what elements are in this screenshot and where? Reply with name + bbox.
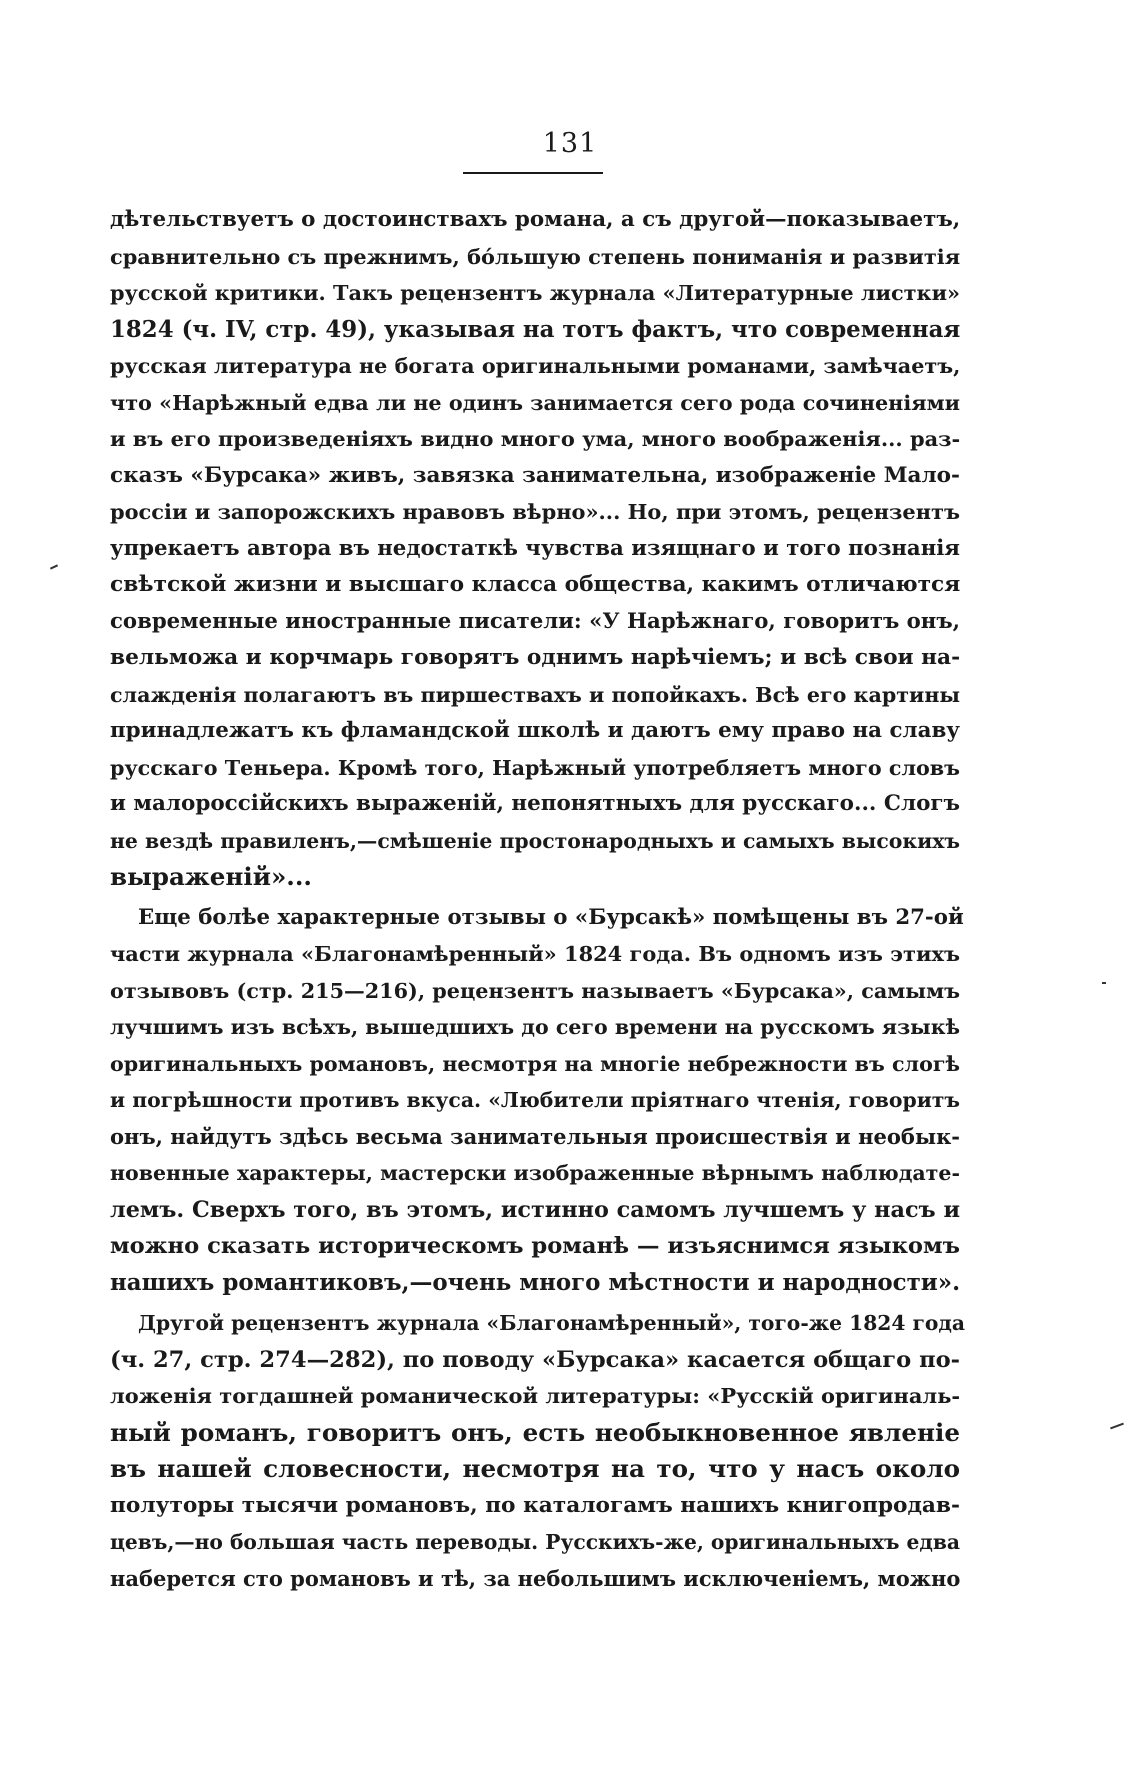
text-line: не вездѣ правиленъ,—смѣшеніе простонародныхъ и самыхъ высокихъ [110,828,960,853]
text-line: лучшимъ изъ всѣхъ, вышедшихъ до сего времени на русскомъ языкѣ [110,1015,960,1039]
text-line: лемъ. Сверхъ того, въ этомъ, истинно самомъ лучшемъ у насъ и [110,1196,960,1223]
text-line: упрекаетъ автора въ недостаткѣ чувства изящнаго и того познанія [110,535,960,561]
text-line: новенные характеры, мастерски изображенные вѣрнымъ наблюдате- [110,1161,960,1185]
margin-mark [1102,982,1106,984]
text-line: свѣтской жизни и высшаго класса общества, какимъ отличаются [110,572,961,597]
text-line: россіи и запорожскихъ нравовъ вѣрно»... Но, при этомъ, рецензентъ [110,499,960,524]
text-line: цевъ,—но большая часть переводы. Русскихъ-же, оригинальныхъ едва [110,1530,960,1554]
text-line: современные иностранные писатели: «У Нарѣжнаго, говоритъ онъ, [110,608,960,634]
text-line: части журнала «Благонамѣренный» 1824 года. Въ одномъ изъ этихъ [110,941,960,966]
text-line: сравнительно съ прежнимъ, бо́льшую степень пониманія и развитія [110,243,961,269]
text-block [110,202,966,1597]
text-line: русской критики. Такъ рецензентъ журнала «Литературные листки» [110,280,960,305]
text-line: дѣтельствуетъ о достоинствахъ романа, а съ другой—показываетъ, [110,207,961,232]
text-line: русскаго Теньера. Кромѣ того, Нарѣжный употребляетъ много словъ [110,755,960,780]
text-line: нашихъ романтиковъ,—очень много мѣстности и народности». [110,1268,961,1296]
text-line: оригинальныхъ романовъ, несмотря на многіе небрежности въ слогѣ [110,1051,960,1076]
text-line: что «Нарѣжный едва ли не одинъ занимается сего рода сочиненіями [110,390,960,415]
text-line: вельможа и корчмарь говорятъ однимъ нарѣчіемъ; и всѣ свои на- [110,645,961,670]
margin-mark [50,564,58,569]
text-line: отзывовъ (стр. 215—216), рецензентъ называетъ «Бурсака», самымъ [110,978,960,1003]
text-line: выраженій»... [110,862,312,891]
paragraph-1 [110,202,960,896]
text-line: въ нашей словесности, несмотря на то, что у насъ около [110,1454,960,1483]
text-line: русская литература не богата оригинальными романами, замѣчаетъ, [110,354,961,378]
text-line: и малороссійскихъ выраженій, непонятныхъ для русскаго... Слогъ [110,791,960,816]
text-line: (ч. 27, стр. 274—282), по поводу «Бурсака» касается общаго по- [110,1346,961,1373]
text-line: Другой рецензентъ журнала «Благонамѣренный», того-же 1824 года [138,1311,966,1335]
text-line: полуторы тысячи романовъ, по каталогамъ нашихъ книгопродав- [110,1492,960,1518]
page-number-rule [463,172,603,174]
text-line: слажденія полагаютъ въ пиршествахъ и попойкахъ. Всѣ его картины [110,682,961,707]
text-line: принадлежатъ къ фламандской школѣ и даютъ ему право на славу [110,718,960,743]
text-line: 1824 (ч. IV, стр. 49), указывая на тотъ фактъ, что современная [110,316,961,343]
text-line: ложенія тогдашней романической литературы: «Русскій оригиналь- [110,1383,961,1408]
text-line: можно сказать историческомъ романѣ — изъяснимся языкомъ [110,1233,960,1259]
text-line: онъ, найдутъ здѣсь весьма занимательныя происшествія и необык- [110,1123,960,1149]
text-line: сказъ «Бурсака» живъ, завязка занимательна, изображеніе Мало- [110,462,960,488]
paragraph-2 [110,900,964,1302]
text-line: и погрѣшности противъ вкуса. «Любители пріятнаго чтенія, говоритъ [110,1088,961,1112]
text-line: Еще болѣе характерные отзывы о «Бурсакѣ» помѣщены въ 27-ой [138,904,964,930]
text-line: и въ его произведеніяхъ видно много ума, много воображенія... раз- [110,426,961,451]
paragraph-3 [110,1305,966,1597]
text-line: наберется сто романовъ и тѣ, за небольшимъ исключеніемъ, можно [110,1565,961,1591]
margin-mark [1110,1423,1124,1430]
page-number: 131 [542,128,598,159]
text-line: ный романъ, говоритъ онъ, есть необыкновенное явленіе [110,1417,960,1447]
